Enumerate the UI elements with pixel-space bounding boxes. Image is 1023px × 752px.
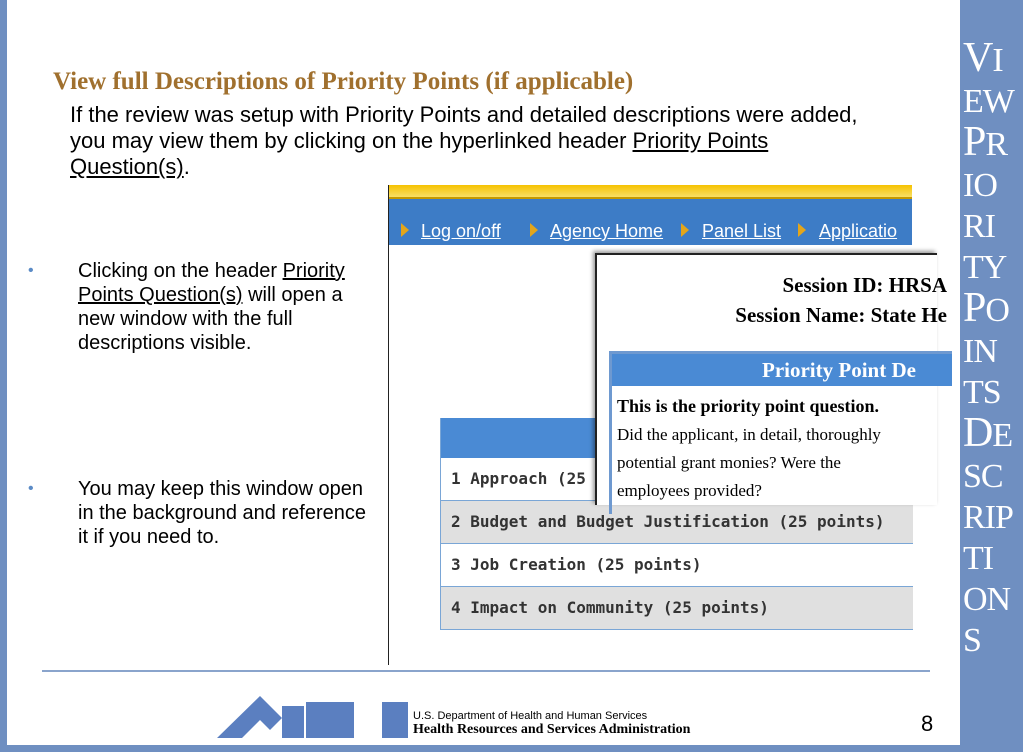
intro-end: . [183, 154, 190, 179]
priority-point-title: Priority Point De [612, 354, 952, 386]
slide-heading: View full Descriptions of Priority Points (if applicable) [53, 68, 634, 95]
bullet-dot-icon: • [28, 480, 34, 497]
intro-paragraph [70, 102, 860, 180]
bullet-item [28, 477, 388, 557]
nav-panel-list[interactable]: Panel List [702, 221, 782, 241]
table-row[interactable]: 4 Impact on Community (25 points) [441, 587, 913, 630]
bottom-border [0, 745, 960, 752]
screenshot-top-bar [389, 185, 912, 199]
bullet-item [28, 259, 388, 379]
hhs-logo-icon [212, 688, 412, 738]
left-border [0, 0, 7, 752]
footer-divider [42, 670, 930, 672]
intro-text: If the review was setup with Priority Points and detailed descriptions were added, you may view them by clicking on the hyperlinked header [70, 102, 858, 153]
nav-log-on-off[interactable]: Log on/off [421, 221, 501, 241]
nav-agency-home[interactable]: Agency Home [550, 221, 664, 241]
page-number: 8 [921, 711, 934, 736]
table-row[interactable]: 2 Budget and Budget Justification (25 points) [441, 501, 913, 544]
bullet-text: You may keep this window open in the background and reference it if you need to. [78, 478, 366, 548]
nav-applications[interactable]: Applicatio [819, 221, 898, 241]
priority-question: This is the priority point question. [617, 396, 880, 416]
nav-arrow-icon [798, 223, 806, 237]
bullet-dot-icon: • [28, 262, 34, 279]
footer-agency: Health Resources and Services Administration [413, 722, 691, 737]
session-id: Session ID: HRSA [782, 273, 947, 297]
priority-points-link[interactable]: Priority Points Question(s) [70, 128, 769, 179]
priority-point-popup [595, 253, 947, 505]
bullet-text: Clicking on the header Priority Points Question(s) will open a new window with the full descriptions visible. [78, 260, 345, 354]
priority-point-description: This is the priority point question. Did the applicant, in detail, thoroughly potential grant monies? Were the employees provided? [617, 396, 881, 500]
nav-arrow-icon [681, 223, 689, 237]
embedded-screenshot [388, 185, 947, 665]
priority-points-link[interactable]: Priority Points Question(s) [78, 260, 345, 306]
priority-point-panel [609, 351, 952, 514]
table-row[interactable]: 3 Job Creation (25 points) [441, 544, 913, 587]
table-row[interactable]: 1 Approach (25 [441, 458, 913, 501]
screenshot-nav-bar [389, 199, 912, 245]
nav-arrow-icon [530, 223, 538, 237]
session-name: Session Name: State He [735, 303, 947, 327]
vertical-slide-title: VI EW PR IO RI TY PO IN TS DE SC RIP TI ON S [963, 35, 1014, 659]
nav-arrow-icon [401, 223, 409, 237]
footer-department: U.S. Department of Health and Human Services [413, 710, 648, 722]
